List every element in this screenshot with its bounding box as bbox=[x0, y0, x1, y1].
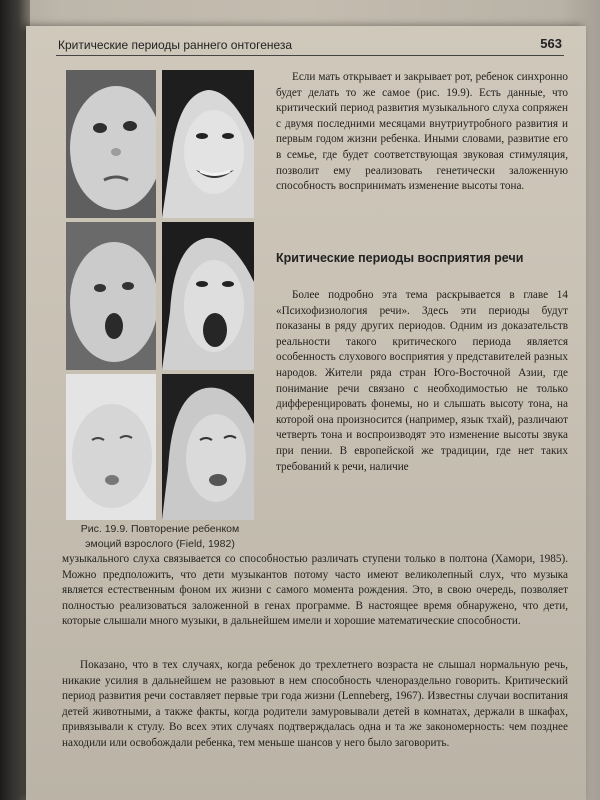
figure-19-9 bbox=[66, 70, 254, 520]
paragraph-1: Если мать открывает и закрывает рот, ребенок синхронно будет делать то же самое (рис. 19.9). Есть данные, что критический период развития музыкального слуха сопряжен с двумя последними месяцами внутриутробного развития и первым годом жизни ребенка. Иными словами, развитие его в семье, где будет соответствующая звуковая стимуляция, позволит ему реализовать генетически заложенную способность воспринимать изменение высоты тона. bbox=[276, 71, 568, 193]
page-number: 563 bbox=[540, 36, 562, 51]
photo-adult-mouth-open bbox=[162, 222, 254, 370]
photo-adult-lips-pursed bbox=[162, 374, 254, 520]
running-title: Критические периоды раннего онтогенеза bbox=[58, 38, 293, 52]
photo-baby-lips-pursed bbox=[66, 374, 156, 520]
figure-caption: Рис. 19.9. Повторение ребенком эмоций взрослого (Field, 1982) bbox=[80, 523, 240, 550]
paragraph-4: Показано, что в тех случаях, когда ребенок до трехлетнего возраста не слышал нормальную речь, никакие усилия в дальнейшем не разовьют в нем способность членораздельно говорить. Критический период развития речи составляет первые три года жизни (Lenneberg, 1967). Известны случаи воспитания детей животными, а также факты, когда родители замуровывали детей в комнатах, держали в шкафах, привязывали к стулу. Во всех этих случаях подтверждалась одна и та же закономерность: чем позднее находили или освобождали ребенка, тем меньше шансов у него было заговорить. bbox=[62, 659, 568, 749]
photo-baby-mouth-closed bbox=[66, 70, 156, 218]
paragraph-2: Более подробно эта тема раскрывается в главе 14 «Психофизиология речи». Здесь эти периоды будут показаны в ряду других периодов. Одним из доказательств реальности такого критического периода является особенность слухового восприятия у представителей разных народов. Жители ряда стран Юго-Восточной Азии, где понимание речи связано с необходимостью не только дифференцировать фонемы, но и слышать высоту тона, на которой она произносится (например, язык тхай), различают четверть тона и воспроизводят это изменение высоты звука при пении. В европейской же традиции, где нет таких требований к речи, наличие bbox=[276, 289, 568, 473]
section-heading: Критические периоды восприятия речи bbox=[276, 251, 524, 265]
book-page bbox=[26, 26, 586, 800]
paragraph-3: музыкального слуха связывается со способностью различать ступени только в полтона (Хамори, 1985). Можно предположить, что дети музыкантов потому часто имеют великолепный слух, что музыка является естественным фоном их жизни с самого момента рождения. Это, в свою очередь, позволяет полностью реализоваться заложенной в генах программе. В настоящее время обнаружено, что дети, которые слышали много музыки, в дальнейшем имели и хорошие математические способности. bbox=[62, 553, 568, 628]
photo-baby-mouth-open bbox=[66, 222, 156, 370]
header-rule bbox=[56, 55, 564, 56]
photo-adult-smile bbox=[162, 70, 254, 218]
